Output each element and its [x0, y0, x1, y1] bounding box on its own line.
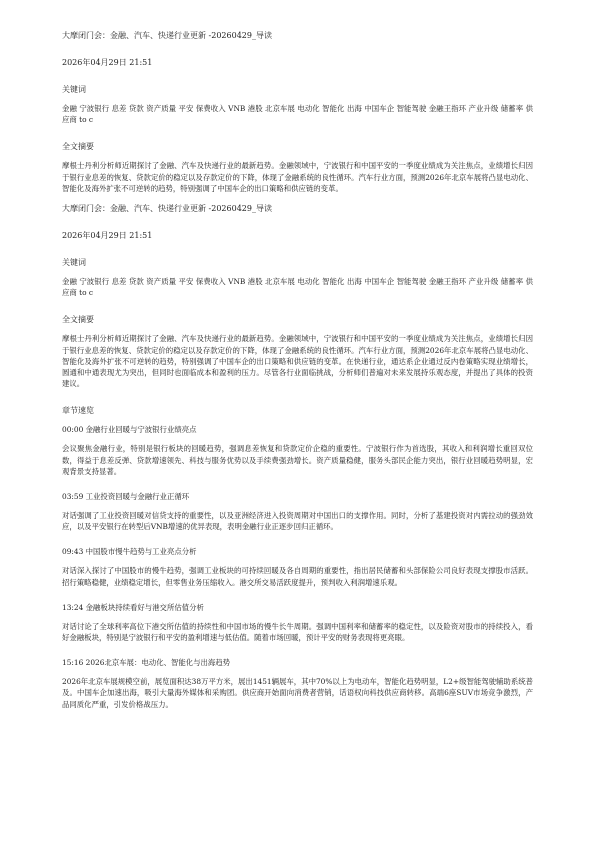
keywords-heading: 关键词: [62, 258, 86, 268]
summary-block-1: [62, 30, 533, 194]
chapter-text: 2026年北京车展规模空前，展览面积达38万平方米，展出1451辆展车，其中70%以上为电动车，智能化趋势明显，L2+级智能驾驶辅助系统普及。中国车企加速出海，吸引大量海外媒体和采购团。供应商开始面向消费者营销，话语权向科技供应商转移。高端6座SUV市场竞争激烈，产品同质化严重，引发价格战压力。: [62, 677, 533, 709]
keywords-text: 金融 宁波银行 息差 贷款 资产质量 平安 保费收入 VNB 港股 北京车展 电动化 智能化 出海 中国车企 智能驾驶 金融王指环 产业升级 储蓄率 供应商 to c: [62, 277, 533, 298]
summary-text: 摩根士丹利分析师近期探讨了金融、汽车及快递行业的最新趋势。金融领域中，宁波银行和中国平安的一季度业绩成为关注焦点，业绩增长归因于银行业息差的恢复、贷款定价的稳定以及存款定价的下降，体现了金融系统的良性循环。汽车行业方面，预测2026年北京车展将凸显电动化、智能化及海外扩张不可逆转的趋势，特别强调了中国车企的出口策略和供应链的变革。在快递行业，通达系企业通过反内卷策略实现业绩增长，圆通和中通表现尤为突出，但同时也面临成本和盈利的压力。尽管各行业面临挑战，分析师们普遍对未来发展持乐观态度，并提出了具体的投资建议。: [62, 334, 533, 389]
doc-title: 大摩闭门会：金融、汽车、快递行业更新 -20260429_导读: [62, 31, 272, 40]
chapter-heading: 13:24 金融板块持续看好与港交所估值分析: [62, 602, 204, 612]
chapter-heading: 15:16 2026北京车展：电动化、智能化与出海趋势: [62, 658, 231, 668]
summary-heading: 全文摘要: [62, 142, 94, 152]
keywords-text: 金融 宁波银行 息差 贷款 资产质量 平安 保费收入 VNB 港股 北京车展 电动化 智能化 出海 中国车企 智能驾驶 金融王指环 产业升级 储蓄率 供应商 to c: [62, 104, 533, 125]
chapter-text: 对话深入探讨了中国股市的慢牛趋势，强调工业板块的可持续回暖及各自周期的重要性，指出居民储蓄和头部保险公司良好表现支撑股市活跃。招行策略稳健，业绩稳定增长，但零售业务压缩收入。港交所交易活跃度提升，预判收入利润增速乐观。: [62, 566, 533, 587]
summary-block-2: [62, 203, 533, 389]
summary-text: 摩根士丹利分析师近期探讨了金融、汽车及快递行业的最新趋势。金融领域中，宁波银行和中国平安的一季度业绩成为关注焦点，业绩增长归因于银行业息差的恢复、贷款定价的稳定以及存款定价的下降，体现了金融系统的良性循环。汽车行业方面，预测2026年北京车展将凸显电动化、智能化及海外扩张不可逆转的趋势，特别强调了中国车企的出口策略和供应链的变革。: [62, 161, 533, 193]
keywords-heading: 关键词: [62, 85, 86, 94]
chapter-text: 对话强调了工业投资回暖对信贷支持的重要性，以及亚洲经济进入投资周期对中国出口的支撑作用。同时，分析了基建投资对内需拉动的强劲效应，以及平安银行在转型后VNB增速的优异表现，表明金融行业正逐步回归正循环。: [62, 511, 533, 532]
doc-datetime: 2026年04月29日 21:51: [62, 231, 153, 241]
summary-heading: 全文摘要: [62, 315, 94, 325]
chapters-heading: 章节速览: [62, 406, 94, 416]
doc-datetime: 2026年04月29日 21:51: [62, 58, 153, 67]
chapter-heading: 00:00 金融行业回暖与宁波银行业绩亮点: [62, 425, 197, 435]
doc-title: 大摩闭门会：金融、汽车、快递行业更新 -20260429_导读: [62, 204, 272, 214]
chapter-heading: 09:43 中国股市慢牛趋势与工业亮点分析: [62, 547, 197, 557]
chapter-text: 会议聚焦金融行业，特别是银行板块的回暖趋势，强调息差恢复和贷款定价企稳的重要性。宁波银行作为首选股，其收入和利润增长重回双位数，得益于息差反弹、贷款增速领先、科技与服务优势以及手续费强劲增长。资产质量稳健，服务头部民企能力突出，银行业回暖趋势明显，宏观背景支持显著。: [62, 444, 533, 476]
chapter-heading: 03:59 工业投资回暖与金融行业正循环: [62, 492, 190, 502]
chapters-section: [62, 405, 533, 709]
chapter-text: 对话讨论了全球利率高位下港交所估值的持续性和中国市场的慢牛长牛周期。强调中国利率和储蓄率的稳定性，以及险资对股市的持续投入，看好金融板块，特别是宁波银行和平安的盈利增速与低估值。随着市场回暖，预计平安的财务表现将更亮眼。: [62, 621, 533, 643]
